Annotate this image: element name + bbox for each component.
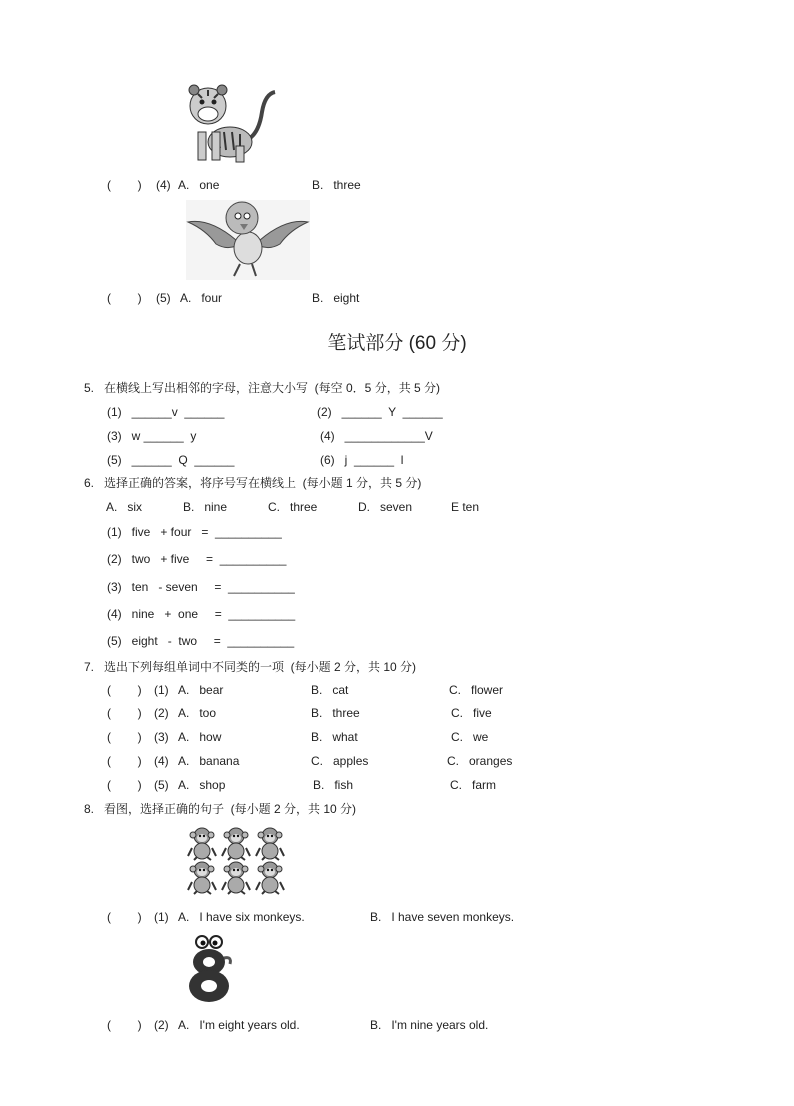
s7-row4-option-b[interactable]: C. apples [311,754,369,768]
s7-row4-paren[interactable]: ( ) [107,754,142,768]
s8-q2-option-a[interactable]: A. I'm eight years old. [178,1018,300,1032]
s5-item-6[interactable]: (6) j ______ l [320,453,404,467]
section5-heading: 5. 在横线上写出相邻的字母，注意大小写 (每空 0．5 分，共 5 分) [84,381,441,395]
s8-q1-number: (1) [154,910,169,924]
s7-row1-option-b[interactable]: B. cat [311,683,349,697]
q4-number: (4) [156,178,171,192]
s6-option-e: E ten [451,500,480,514]
s7-row5-number: (5) [154,778,169,792]
s7-row3-number: (3) [154,730,169,744]
tiger-picture [180,82,280,166]
s6-item-3[interactable]: (3) ten - seven = __________ [107,580,295,594]
s5-item-1[interactable]: (1) ______v ______ [107,405,225,419]
s8-q1-option-b[interactable]: B. I have seven monkeys. [370,910,515,924]
s5-item-5[interactable]: (5) ______ Q ______ [107,453,235,467]
s6-option-c: C. three [268,500,318,514]
s6-option-a: A. six [106,500,143,514]
q4-option-b[interactable]: B. three [312,178,361,192]
section-title: 笔试部分 (60 分) [327,333,467,354]
s7-row5-option-c[interactable]: C. farm [450,778,497,792]
s7-row4-option-a[interactable]: A. banana [178,754,240,768]
s7-row5-option-b[interactable]: B. fish [313,778,354,792]
s8-q2-number: (2) [154,1018,169,1032]
s8-q1-option-a[interactable]: A. I have six monkeys. [178,910,305,924]
s6-option-d: D. seven [358,500,413,514]
s7-row2-number: (2) [154,706,169,720]
s6-option-b: B. nine [183,500,228,514]
s6-item-5[interactable]: (5) eight - two = __________ [107,634,295,648]
s7-row5-option-a[interactable]: A. shop [178,778,226,792]
s8-q2-paren[interactable]: ( ) [107,1018,142,1032]
q4-option-a[interactable]: A. one [178,178,220,192]
s6-item-1[interactable]: (1) five + four = __________ [107,525,282,539]
s7-row2-option-c[interactable]: C. five [451,706,492,720]
s7-row5-paren[interactable]: ( ) [107,778,142,792]
s7-row2-paren[interactable]: ( ) [107,706,142,720]
q4-paren[interactable]: ( ) [107,178,142,192]
q5-paren[interactable]: ( ) [107,291,142,305]
s5-item-4[interactable]: (4) ____________V [320,429,433,443]
bird-picture [186,200,310,280]
s6-item-2[interactable]: (2) two + five = __________ [107,552,287,566]
s7-row1-number: (1) [154,683,169,697]
s7-row3-option-a[interactable]: A. how [178,730,222,744]
monkeys-picture [186,826,290,896]
q5-number: (5) [156,291,171,305]
s7-row4-option-c[interactable]: C. oranges [447,754,513,768]
section6-heading: 6. 选择正确的答案，将序号写在横线上 (每小题 1 分，共 5 分) [84,476,422,490]
s7-row2-option-a[interactable]: A. too [178,706,217,720]
section8-heading: 8. 看图，选择正确的句子 (每小题 2 分，共 10 分) [84,802,357,816]
q5-option-a[interactable]: A. four [180,291,223,305]
s5-item-2[interactable]: (2) ______ Y ______ [317,405,443,419]
s7-row2-option-b[interactable]: B. three [311,706,360,720]
s6-item-4[interactable]: (4) nine + one = __________ [107,607,296,621]
q5-option-b[interactable]: B. eight [312,291,360,305]
s8-q1-paren[interactable]: ( ) [107,910,142,924]
s7-row1-option-c[interactable]: C. flower [449,683,504,697]
s7-row3-option-c[interactable]: C. we [451,730,489,744]
s8-q2-option-b[interactable]: B. I'm nine years old. [370,1018,489,1032]
s5-item-3[interactable]: (3) w ______ y [107,429,197,443]
s7-row4-number: (4) [154,754,169,768]
number-eight-picture [184,934,236,1004]
s7-row3-paren[interactable]: ( ) [107,730,142,744]
s7-row1-paren[interactable]: ( ) [107,683,142,697]
section7-heading: 7. 选出下列每组单词中不同类的一项 (每小题 2 分，共 10 分) [84,660,417,674]
s7-row3-option-b[interactable]: B. what [311,730,358,744]
s7-row1-option-a[interactable]: A. bear [178,683,224,697]
